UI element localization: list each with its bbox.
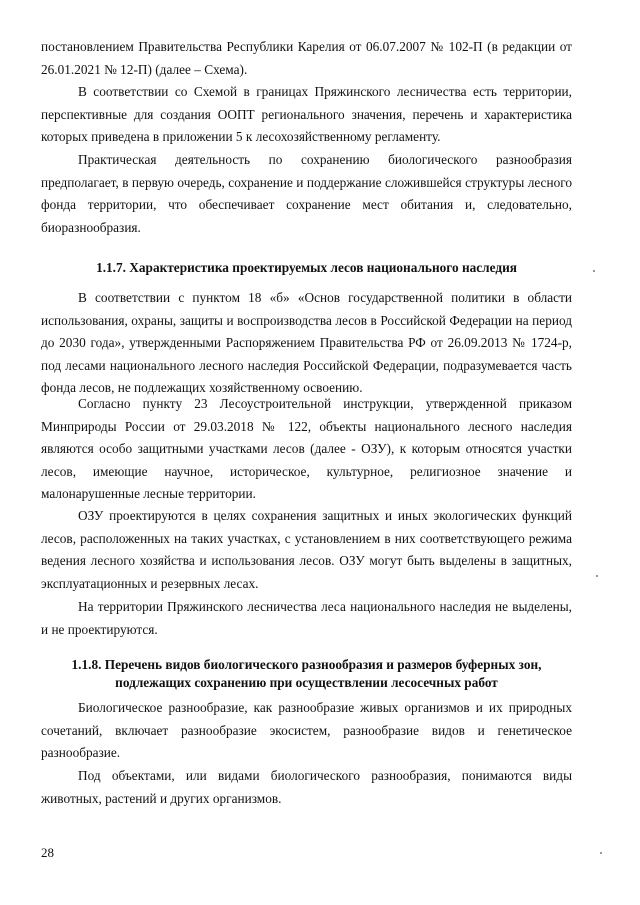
paragraph-pryazha-not-designated: На территории Пряжинского лесничества леса национального наследия не выделены, и не проектируются.: [41, 599, 572, 637]
section-heading-1-1-7: 1.1.7. Характеристика проектируемых лесов национального наследия: [96, 260, 517, 275]
paragraph-scheme-reference: постановлением Правительства Республики Карелия от 06.07.2007 № 102-П (в редакции от 26.01.2021 № 12-П) (далее – Схема).: [41, 39, 572, 77]
page-number: 28: [41, 845, 54, 860]
section-heading-1-1-8-line2: подлежащих сохранению при осуществлении лесосечных работ: [115, 675, 498, 690]
paragraph-oopt-territories: В соответствии со Схемой в границах Пряжинского лесничества есть территории, перспективные для создания ООПТ регионального значения, перечень и характеристика которых приведена в приложении 5 к лесохозяйственному регламенту.: [41, 84, 572, 145]
paragraph-biodiversity-activity: Практическая деятельность по сохранению биологического разнообразия предполагает, в первую очередь, сохранение и поддержание сложившейся структуры лесного фонда территории, что обеспечивает сохранение мест обитания и, следовательно, биоразнообразия.: [41, 152, 572, 235]
section-heading-1-1-8: [41, 656, 572, 692]
paragraph-ozu-purpose: ОЗУ проектируются в целях сохранения защитных и иных экологических функций лесов, расположенных на таких участках, с установлением в них соответствующего режима ведения лесного хозяйства и использования лесов. ОЗУ могут быть выделены в защитных, эксплуатационных и резервных лесах.: [41, 508, 572, 591]
paragraph-biodiversity-objects: Под объектами, или видами биологического разнообразия, понимаются виды животных, растений и других организмов.: [41, 768, 572, 806]
paragraph-biodiversity-definition: Биологическое разнообразие, как разнообразие живых организмов и их природных сочетаний, включает разнообразие экосистем, разнообразие видов и генетическое разнообразие.: [41, 700, 572, 761]
paragraph-national-heritage-definition: В соответствии с пунктом 18 «б» «Основ государственной политики в области использования, охраны, защиты и воспроизводства лесов в Российской Федерации на период до 2030 года», утвержденными Распоряжением Правительства РФ от 26.09.2013 № 1724-р, под лесами национального лесного наследия Российской Федерации, подразумевается часть фонда лесов, не подлежащих хозяйственному освоению.: [41, 290, 572, 396]
paragraph-ozu-instruction: Согласно пункту 23 Лесоустроительной инструкции, утвержденной приказом Минприроды России от 29.03.2018 № 122, объекты национального лесного наследия являются особо защитными участками лесов (далее - ОЗУ), к которым относятся участки лесов, имеющие научное, историческое, культурное, религиозное значение и малонарушенные лесные территории.: [41, 396, 572, 502]
section-heading-1-1-8-line1: 1.1.8. Перечень видов биологического разнообразия и размеров буферных зон,: [71, 657, 542, 672]
scan-speck: [596, 575, 598, 577]
scan-speck: [600, 852, 602, 854]
scan-speck: [593, 270, 595, 272]
